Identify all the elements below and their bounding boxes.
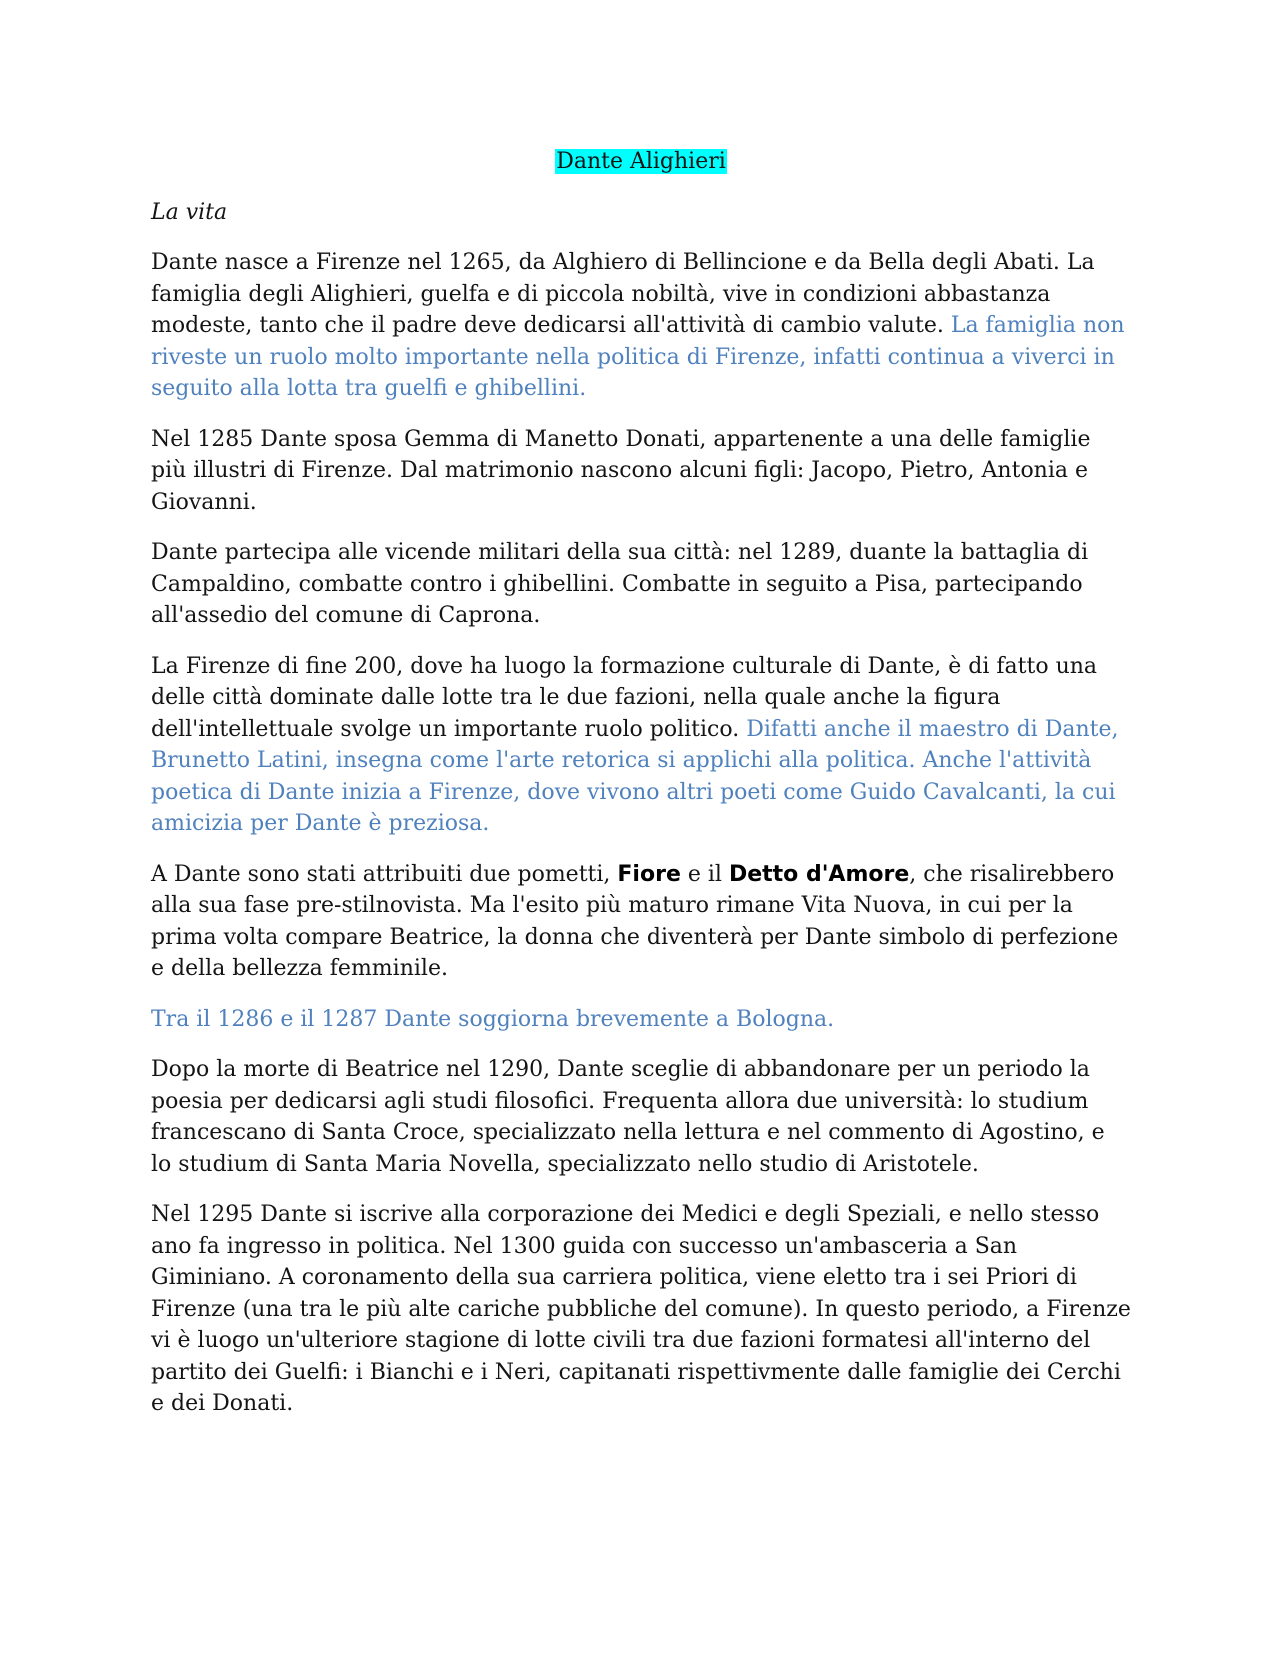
- paragraph-4: [151, 651, 1131, 840]
- paragraph-5-part3: , che risalirebbero alla sua fase pre-stilnovista. Ma l'esito più maturo rimane Vita Nuova, in cui per la prima volta compare Beatrice, la donna che diventerà per Dante simbolo di perfezione e della bellezza femminile.: [151, 861, 1119, 981]
- paragraph-6: Tra il 1286 e il 1287 Dante soggiorna brevemente a Bologna.: [151, 1006, 835, 1032]
- paragraph-3: Dante partecipa alle vicende militari della sua città: nel 1289, duante la battaglia di Campaldino, combatte contro i ghibellini. Combatte in seguito a Pisa, partecipando all'assedio del comune di Caprona.: [151, 540, 1089, 628]
- bold-title-fiore: Fiore: [617, 861, 681, 887]
- document-title: [151, 146, 1131, 178]
- paragraph-2: Nel 1285 Dante sposa Gemma di Manetto Donati, appartenente a una delle famiglie più illustri di Firenze. Dal matrimonio nascono alcuni figli: Jacopo, Pietro, Antonia e Giovanni.: [151, 426, 1091, 515]
- paragraph-1: [151, 247, 1131, 405]
- paragraph-5-part2: e il: [680, 861, 729, 887]
- paragraph-5: [151, 859, 1131, 985]
- document-body: [151, 146, 1131, 1439]
- bold-title-detto: Detto d'Amore: [728, 861, 910, 887]
- title-highlight: Dante Alighieri: [556, 149, 726, 174]
- section-heading: La vita: [151, 199, 228, 225]
- paragraph-8: Nel 1295 Dante si iscrive alla corporazione dei Medici e degli Speziali, e nello stesso ano fa ingresso in politica. Nel 1300 guida con successo un'ambasceria a San Giminiano. A coronamento della sua carriera politica, viene eletto tra i sei Priori di Firenze (una tra le più alte cariche pubbliche del comune). In questo periodo, a Firenze vi è luogo un'ulteriore stagione di lotte civili tra due fazioni formatesi all'interno del partito dei Guelfi: i Bianchi e i Neri, capitanati rispettivmente dalle famiglie dei Cerchi e dei Donati.: [151, 1202, 1131, 1416]
- paragraph-7: Dopo la morte di Beatrice nel 1290, Dante sceglie di abbandonare per un periodo la poesia per dedicarsi agli studi filosofici. Frequenta allora due università: lo studium francescano di Santa Croce, specializzato nella lettura e nel commento di Agostino, e lo studium di Santa Maria Novella, specializzato nello studio di Aristotele.: [151, 1057, 1105, 1177]
- paragraph-1-blue-text: La famiglia non riveste un ruolo molto importante nella politica di Firenze, infatti continua a viverci in seguito alla lotta tra guelfi e ghibellini.: [151, 313, 1125, 401]
- paragraph-4-text: La Firenze di fine 200, dove ha luogo la formazione culturale di Dante, è di fatto una delle città dominate dalle lotte tra le due fazioni, nella quale anche la figura dell'intellettuale svolge un importante ruolo politico.: [151, 653, 1098, 742]
- paragraph-1-text: Dante nasce a Firenze nel 1265, da Alghiero di Bellincione e da Bella degli Abati. La famiglia degli Alighieri, guelfa e di piccola nobiltà, vive in condizioni abbastanza modeste, tanto che il padre deve dedicarsi all'attività di cambio valute.: [151, 250, 1095, 338]
- paragraph-5-part1: A Dante sono stati attribuiti due pometti,: [151, 861, 618, 887]
- paragraph-4-blue-text: Difatti anche il maestro di Dante, Brunetto Latini, insegna come l'arte retorica si applichi alla politica. Anche l'attività poetica di Dante inizia a Firenze, dove vivono altri poeti come Guido Cavalcanti, la cui amicizia per Dante è preziosa.: [151, 716, 1119, 836]
